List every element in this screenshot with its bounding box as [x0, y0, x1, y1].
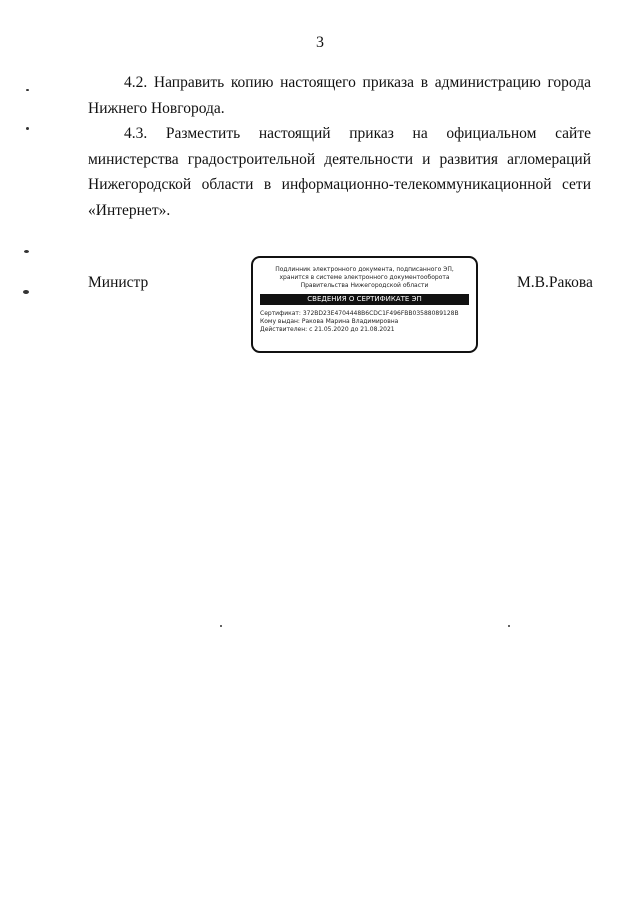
stamp-header-line: Подлинник электронного документа, подписанного ЭП, — [275, 266, 454, 273]
stamp-header-line: Правительства Нижегородской области — [300, 282, 429, 289]
stamp-header-line: хранится в системе электронного документооборота — [279, 274, 450, 281]
paragraph-4-2: 4.2. Направить копию настоящего приказа в администрацию города Нижнего Новгорода. — [88, 74, 591, 117]
scan-dot — [24, 250, 29, 253]
page-number: 3 — [316, 34, 324, 51]
stamp-issued-to: Кому выдан: Ракова Марина Владимировна — [260, 318, 399, 325]
paragraph-4-3: 4.3. Разместить настоящий приказ на официальном сайте министерства градостроительной деятельности и развития агломераций Нижегородской области в информационно-телекоммуникационной сети «Интернет». — [88, 125, 591, 219]
stamp-certificate-number: Сертификат: 372BD23E4704448B6CDC1F496FBB03588089128B — [260, 310, 459, 317]
stamp-certificate-bar: СВЕДЕНИЯ О СЕРТИФИКАТЕ ЭП — [260, 294, 469, 305]
scan-dot — [508, 625, 510, 627]
stamp-header — [253, 266, 476, 290]
stamp-validity: Действителен: с 21.05.2020 до 21.08.2021 — [260, 326, 395, 333]
scan-dot — [26, 127, 29, 130]
scan-dot — [26, 89, 29, 91]
stamp-details — [260, 310, 476, 334]
signer-position: Министр — [88, 274, 149, 291]
electronic-signature-stamp — [251, 256, 478, 353]
scan-dot — [220, 625, 222, 627]
scan-dot — [23, 290, 29, 294]
signer-name: М.В.Ракова — [517, 274, 593, 291]
